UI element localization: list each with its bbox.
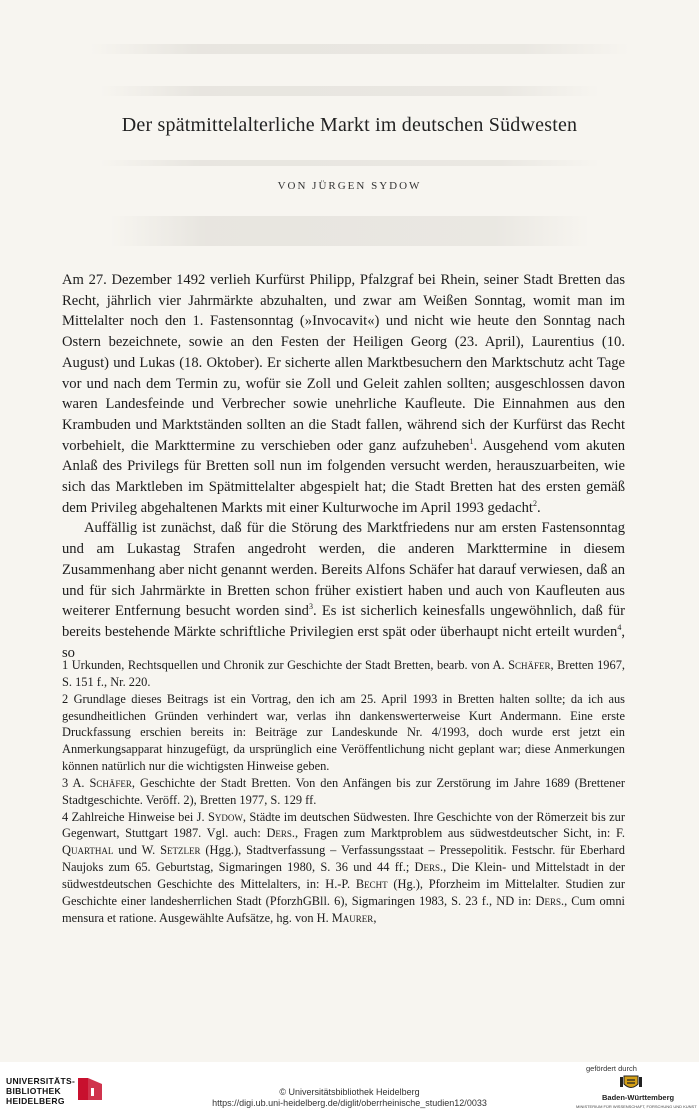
bleed-through-shadow	[110, 216, 590, 246]
author-name: Schäfer	[508, 658, 551, 672]
body-text	[62, 270, 625, 663]
text-run: , Fragen zum Marktproblem aus südwestdeutscher Sicht, in: F.	[295, 826, 625, 841]
text-run: 1 Urkunden, Rechtsquellen und Chronik zur Geschichte der Stadt Bretten, bearb. von A.	[62, 658, 509, 672]
author-name: Schäfer	[89, 775, 132, 790]
text-run: , Cum omni mensura et ratione. Ausgewählte Aufsätze, hg. von H.	[62, 893, 625, 925]
footnote-3	[62, 775, 625, 809]
bleed-through-shadow	[100, 160, 600, 166]
author-name: Ders.	[266, 826, 295, 841]
library-name-line: UNIVERSITÄTS-	[6, 1076, 76, 1086]
author-name: Ders.	[535, 893, 565, 908]
text-run: . Ausgehend vom akuten Anlaß des Privilegs für Bretten soll nun im folgenden versucht werden, herauszuarbeiten, wie sich das Marktleben im Spätmittelalter abgespielt hat; die Stadt Bretten hat des ersten gemäß dem Privileg abgehaltenen Markts mit einer Kulturwoche im April 1993 gedacht	[62, 437, 625, 516]
footnotes	[62, 657, 625, 927]
footnote-4	[62, 809, 625, 927]
ministry-name: MINISTERIUM FÜR WISSENSCHAFT, FORSCHUNG UND KUNST	[576, 1104, 697, 1109]
footnote-ref-2[interactable]: 2	[532, 498, 537, 508]
text-run: (Hg.), Pforzheim im Mittelalter. Studien zur Geschichte einer landesherrlichen Stadt (PforzhGBll. 6), Sigmaringen 1983, S. 23 f., ND in:	[62, 876, 626, 908]
author-name: Becht	[355, 876, 388, 891]
footnote-1	[62, 657, 625, 691]
state-name: Baden-Württemberg	[602, 1093, 675, 1102]
author-line: VON JÜRGEN SYDOW	[277, 180, 422, 192]
text-run: , so	[62, 623, 625, 661]
text-run: .	[536, 499, 541, 516]
author-name: Sydow	[208, 809, 243, 824]
text-run: . Es ist sicherlich keinesfalls ungewöhnlich, daß für bereits bestehende Märkte schriftliche Privilegien erst spät oder überhaupt nicht erteilt wurden	[62, 603, 626, 640]
footnote-ref-4[interactable]: 4	[617, 623, 622, 633]
text-run: Auffällig ist zunächst, daß für die Störung des Marktfriedens nur am ersten Fastensonntag und am Lukastag Strafen angedroht werden, die anderen Markttermine in diesem Zusammenhang aber nicht genannt werden. Bereits Alfons Schäfer hat darauf verwiesen, daß an und für sich Jahrmärkte in Bretten schon früher existiert haben und auch von Kaufleuten aus weiterer Entfernung besucht worden sind	[62, 520, 625, 620]
library-name-line: BIBLIOTHEK	[6, 1086, 61, 1096]
author-name: Setzler	[160, 843, 201, 858]
funding-logo[interactable]	[568, 1064, 697, 1114]
state-crest-icon	[620, 1074, 642, 1092]
copyright-text: © Universitätsbibliothek Heidelberg	[279, 1087, 420, 1097]
bleed-through-shadow	[100, 86, 600, 96]
author-name: Ders.	[414, 860, 444, 875]
library-name-line: HEIDELBERG	[6, 1096, 65, 1106]
text-run: (Hgg.), Stadtverfassung – Verfassungsstaat – Pressepolitik. Festschr. für Eberhard Naujoks zum 65. Geburtstag, Sigmaringen 1980, S. 36 und 44 ff.;	[62, 843, 626, 875]
paragraph-1	[62, 270, 625, 518]
author-name: Quarthal	[62, 843, 114, 858]
text-run: , Die Klein- und Mittelstadt in der südwestdeutschen Geschichte des Mittelalters, in: H.-P.	[62, 860, 626, 891]
text-run: , Städte im deutschen Südwesten. Ihre Geschichte von der Römerzeit bis zur Gegenwart, Stuttgart 1987. Vgl. auch:	[62, 809, 625, 841]
source-url-link[interactable]: https://digi.ub.uni-heidelberg.de/diglit/oberrheinische_studien12/0033	[212, 1098, 487, 1108]
footnote-ref-1[interactable]: 1	[469, 436, 474, 446]
text-run: ,	[373, 910, 377, 925]
footnote-ref-3[interactable]: 3	[308, 602, 313, 612]
footnote-2: 2 Grundlage dieses Beitrags ist ein Vortrag, den ich am 25. April 1993 in Bretten halten sollte; da ich aus gesundheitlichen Gründen verhindert war, verlas ihn dankenswerterweise Kurt Andermann. Eine erste Druckfassung erschien bereits in: Beiträge zur Landeskunde Nr. 4/1993, doch wurde erst jetzt ein Anmerkungsapparat hinzugefügt, da ursprünglich eine Veröffentlichung nicht geplant war; diese Anmerkungen können natürlich nur die wichtigsten Hinweise geben.	[62, 691, 625, 774]
funded-by-text: gefördert durch	[586, 1064, 637, 1073]
text-run: , Geschichte der Stadt Bretten. Von den Anfängen bis zur Zerstörung im Jahre 1689 (Brettener Stadtgeschichte. Veröff. 2), Bretten 1977, S. 129 ff.	[62, 775, 625, 807]
text-run: , Bretten 1967, S. 151 f., Nr. 220.	[62, 658, 625, 689]
text-run: Am 27. Dezember 1492 verlieh Kurfürst Philipp, Pfalzgraf bei Rhein, seiner Stadt Bretten das Recht, jährlich vier Jahrmärkte abzuhalten, und zwar am Weißen Sonntag, womit man im Mittelalter noch den 1. Fastensonntag (»Invocavit«) und nicht wie heute den Sonntag nach Ostern bezeichnete, sowie an den Festen der Heiligen Georg (23. April), Laurentius (10. August) und Lukas (18. Oktober). Er sicherte allen Marktbesuchern den Marktschutz acht Tage vor und nach dem Termin zu, wofür sie Zoll und Geleit zahlen sollten; ausgeschlossen davon waren Landesfeinde und Verbrecher sowie unehrliche Kaufleute. Die Einnahmen aus den Krambuden und Marktständen sollten an die Stadt fallen, während sich der Kurfürst das Recht vorbehielt, die Markttermine zu verschieben oder ganz aufzuheben	[62, 272, 625, 454]
paragraph-2	[62, 518, 625, 663]
bleed-through-shadow	[90, 44, 630, 54]
text-run: 4 Zahlreiche Hinweise bei J.	[62, 809, 208, 824]
text-run: und W.	[113, 843, 161, 858]
page-title: Der spätmittelalterliche Markt im deutschen Südwesten	[121, 114, 578, 136]
text-run: 3 A.	[62, 775, 90, 790]
author-name: Maurer	[331, 910, 374, 925]
